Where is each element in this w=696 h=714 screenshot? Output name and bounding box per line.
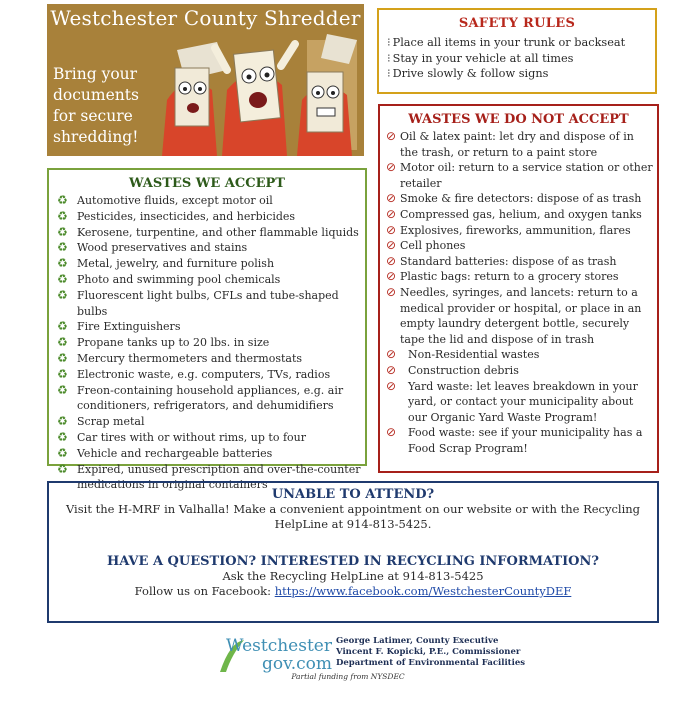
not-accepted-item: ⊘ Smoke & fire detectors: dispose of as trash bbox=[386, 191, 642, 206]
not-accepted-item: ⊘ Non-Residential wastes bbox=[386, 347, 540, 362]
accepted-item: ♻ Fire Extinguishers bbox=[57, 319, 181, 334]
prohibited-icon: ⊘ bbox=[386, 191, 397, 206]
not-accepted-item: ⊘ Compressed gas, helium, and oxygen tanks bbox=[386, 206, 642, 221]
prohibited-icon: ⊘ bbox=[386, 269, 397, 284]
safety-rules-list bbox=[379, 35, 655, 82]
accepted-item: ♻ Pesticides, insecticides, and herbicides bbox=[57, 208, 296, 223]
prohibited-icon: ⊘ bbox=[386, 238, 397, 253]
recycle-icon: ♻ bbox=[57, 461, 68, 476]
wastes-accepted-box bbox=[47, 168, 367, 492]
safety-rule: ⁝ Place all items in your trunk or backseat bbox=[387, 35, 655, 51]
officials-credits bbox=[336, 636, 546, 669]
logo-text-line1: Westchester bbox=[226, 636, 332, 656]
prohibited-icon: ⊘ bbox=[386, 284, 397, 299]
recycle-icon: ♻ bbox=[57, 224, 68, 239]
banner-title: Westchester County Shredder bbox=[50, 6, 361, 30]
safety-rule: ⁝ Stay in your vehicle at all times bbox=[387, 51, 655, 67]
accepted-item: ♻ Vehicle and rechargeable batteries bbox=[57, 445, 273, 460]
not-accepted-item: ⊘ Cell phones bbox=[386, 238, 466, 253]
recycle-icon: ♻ bbox=[57, 287, 68, 302]
recycle-icon: ♻ bbox=[57, 193, 68, 207]
prohibited-icon: ⊘ bbox=[386, 347, 397, 362]
wastes-not-accepted-heading: WASTES WE DO NOT ACCEPT bbox=[408, 112, 629, 127]
prohibited-icon: ⊘ bbox=[386, 425, 397, 440]
not-accepted-item: ⊘ Needles, syringes, and lancets: return to a medical provider or hospital, or place in an empty laundry detergent bottle, securely tape the lid and dispose of in trash bbox=[386, 284, 642, 346]
not-accepted-item: ⊘ Construction debris bbox=[386, 362, 519, 377]
scared-document-left-icon bbox=[162, 68, 217, 156]
facebook-line bbox=[49, 584, 657, 599]
prohibited-icon: ⊘ bbox=[386, 253, 397, 268]
contact-info-box bbox=[47, 481, 659, 623]
accepted-item: ♻ Mercury thermometers and thermostats bbox=[57, 350, 303, 365]
accepted-item: ♻ Automotive fluids, except motor oil bbox=[57, 193, 273, 207]
credit-commissioner: Vincent F. Kopicki, P.E., Commissioner bbox=[336, 647, 521, 657]
not-accepted-item: ⊘ Yard waste: let leaves breakdown in your yard, or contact your municipality about our Organic Yard Waste Program! bbox=[386, 378, 638, 424]
wastes-not-accepted-list bbox=[380, 129, 657, 456]
recycle-icon: ♻ bbox=[57, 319, 68, 334]
not-accepted-item: ⊘ Motor oil: return to a service station or other retailer bbox=[386, 160, 653, 190]
recycle-icon: ♻ bbox=[57, 271, 68, 286]
facebook-prefix: Follow us on Facebook: bbox=[134, 584, 275, 598]
recycle-icon: ♻ bbox=[57, 382, 68, 397]
prohibited-icon: ⊘ bbox=[386, 362, 397, 377]
recycle-icon: ♻ bbox=[57, 256, 68, 271]
recycle-icon: ♻ bbox=[57, 240, 68, 255]
safety-rules-box bbox=[377, 8, 657, 94]
recycle-icon: ♻ bbox=[57, 445, 68, 460]
credit-department: Department of Environmental Facilities bbox=[336, 658, 526, 668]
prohibited-icon: ⊘ bbox=[386, 206, 397, 221]
question-heading: HAVE A QUESTION? INTERESTED IN RECYCLING INFORMATION? bbox=[107, 554, 599, 569]
helpline-text: Ask the Recycling HelpLine at 914-813-5425 bbox=[222, 569, 484, 583]
prohibited-icon: ⊘ bbox=[386, 160, 397, 175]
wastes-not-accepted-box bbox=[378, 104, 659, 473]
prohibited-icon: ⊘ bbox=[386, 222, 397, 237]
accepted-item: ♻ Freon-containing household appliances, e.g. air conditioners, refrigerators, and dehumidifiers bbox=[57, 382, 344, 413]
accepted-item: ♻ Electronic waste, e.g. computers, TVs, radios bbox=[57, 366, 331, 381]
accepted-item: ♻ Propane tanks up to 20 lbs. in size bbox=[57, 335, 270, 350]
not-accepted-item: ⊘ Standard batteries: dispose of as trash bbox=[386, 253, 617, 268]
unable-to-attend-heading: UNABLE TO ATTEND? bbox=[271, 487, 435, 502]
accepted-item: ♻ Wood preservatives and stains bbox=[57, 240, 248, 255]
scared-document-center-icon bbox=[215, 44, 295, 156]
recycle-icon: ♻ bbox=[57, 366, 68, 381]
accepted-item: ♻ Fluorescent light bulbs, CFLs and tube-shaped bulbs bbox=[57, 287, 339, 318]
credit-county-executive: George Latimer, County Executive bbox=[336, 636, 499, 646]
not-accepted-item: ⊘ Food waste: see if your municipality has a Food Scrap Program! bbox=[386, 425, 643, 455]
shredder-banner bbox=[47, 4, 364, 156]
recycle-icon: ♻ bbox=[57, 335, 68, 350]
facebook-link[interactable]: https://www.facebook.com/WestchesterCountyDEF bbox=[274, 584, 572, 598]
accepted-item: ♻ Kerosene, turpentine, and other flammable liquids bbox=[57, 224, 359, 239]
safety-rule: ⁝ Drive slowly & follow signs bbox=[387, 66, 655, 82]
not-accepted-item: ⊘ Plastic bags: return to a grocery stores bbox=[386, 269, 619, 284]
safety-rules-heading: SAFETY RULES bbox=[458, 16, 576, 31]
logo-text-line2: gov.com bbox=[262, 654, 332, 674]
not-accepted-item: ⊘ Oil & latex paint: let dry and dispose of in the trash, or return to a paint store bbox=[386, 129, 634, 159]
not-accepted-item: ⊘ Explosives, fireworks, ammunition, flares bbox=[386, 222, 631, 237]
accepted-item: ♻ Scrap metal bbox=[57, 414, 145, 429]
wastes-accepted-heading: WASTES WE ACCEPT bbox=[129, 176, 285, 191]
recycle-icon: ♻ bbox=[57, 414, 68, 429]
accepted-item: ♻ Expired, unused prescription and over-the-counter medications in original containers bbox=[57, 461, 361, 492]
shredder-illustration bbox=[157, 30, 364, 156]
prohibited-icon: ⊘ bbox=[386, 378, 397, 393]
banner-tagline: Bring your documents for secure shredding! bbox=[53, 65, 139, 146]
recycle-icon: ♻ bbox=[57, 429, 68, 444]
accepted-item: ♻ Metal, jewelry, and furniture polish bbox=[57, 256, 275, 271]
unable-to-attend-text: Visit the H-MRF in Valhalla! Make a convenient appointment on our website or with the Recycling HelpLine at 914-813-5425. bbox=[65, 502, 641, 531]
recycle-icon: ♻ bbox=[57, 350, 68, 365]
accepted-item: ♻ Photo and swimming pool chemicals bbox=[57, 271, 281, 286]
westchester-gov-logo[interactable] bbox=[226, 636, 331, 676]
wastes-accepted-list bbox=[49, 193, 365, 493]
funding-note: Partial funding from NYSDEC bbox=[291, 672, 405, 681]
prohibited-icon: ⊘ bbox=[386, 129, 397, 143]
recycle-icon: ♻ bbox=[57, 208, 68, 223]
accepted-item: ♻ Car tires with or without rims, up to four bbox=[57, 429, 306, 444]
